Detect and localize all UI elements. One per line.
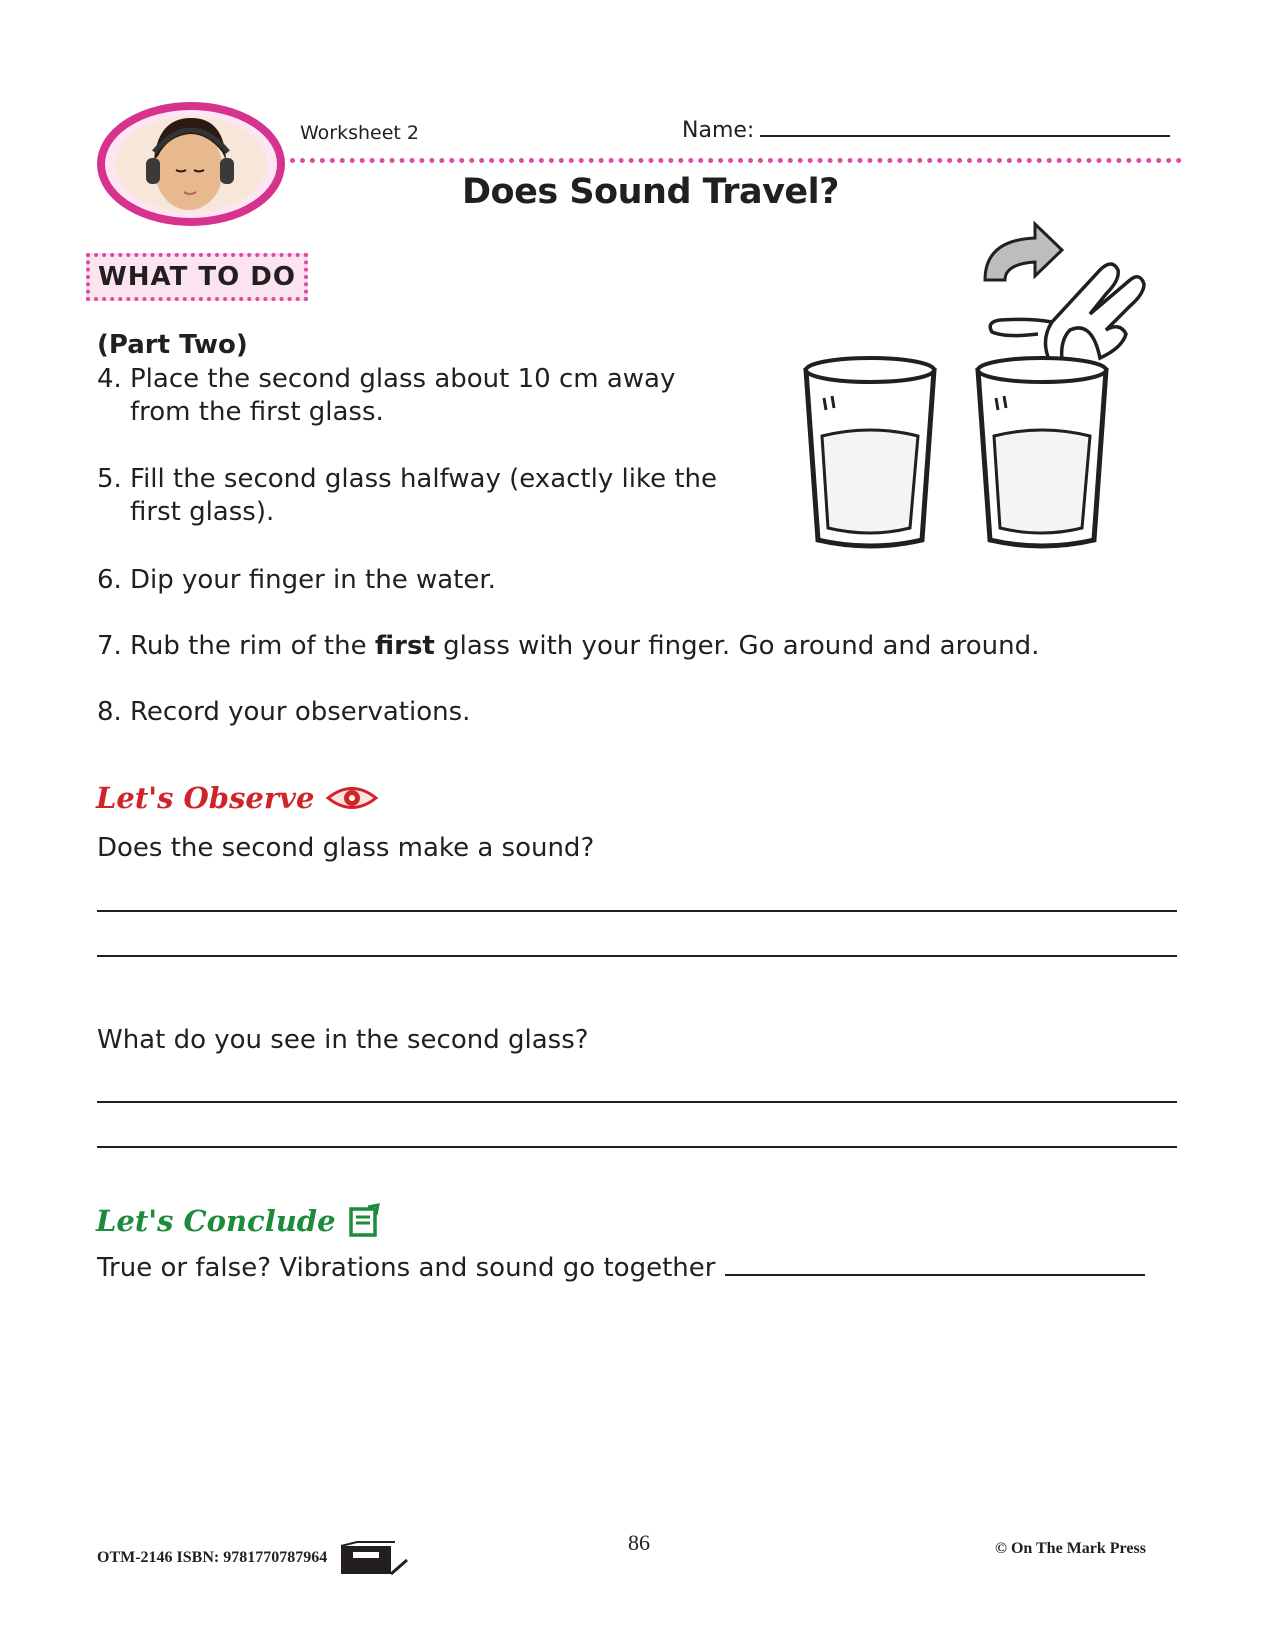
section-badge: WHAT TO DO xyxy=(86,253,308,301)
notepad-icon xyxy=(346,1203,382,1239)
eye-icon xyxy=(324,783,380,813)
part-label: (Part Two) xyxy=(97,330,248,360)
page-number: 86 xyxy=(628,1530,650,1555)
step-text-cont: from the first glass. xyxy=(130,397,384,427)
step-number: 5. xyxy=(97,464,122,494)
worksheet-label: Worksheet 2 xyxy=(300,122,420,144)
rotate-arrow-icon xyxy=(985,224,1062,280)
glasses-illustration xyxy=(800,210,1190,555)
name-blank-line[interactable] xyxy=(760,119,1170,137)
step-7 xyxy=(97,630,1039,663)
answer-line[interactable] xyxy=(97,1146,1177,1148)
footer-left xyxy=(97,1540,409,1576)
answer-line[interactable] xyxy=(97,955,1177,957)
true-false-question xyxy=(97,1250,1145,1283)
answer-blank-line[interactable] xyxy=(725,1250,1145,1276)
step-text: Place the second glass about 10 cm away xyxy=(130,364,676,394)
step-bold-word: first xyxy=(374,631,435,661)
observe-question-1: Does the second glass make a sound? xyxy=(97,833,595,863)
book-logo-icon xyxy=(339,1540,409,1576)
step-text-end: glass with your finger. Go around and around. xyxy=(434,631,1040,661)
step-5 xyxy=(97,463,717,529)
step-6 xyxy=(97,564,496,597)
step-text: Dip your finger in the water. xyxy=(130,565,496,595)
hand-icon xyxy=(990,264,1144,366)
header-photo xyxy=(96,100,286,228)
header-dotted-rule xyxy=(290,158,1182,163)
page-title: Does Sound Travel? xyxy=(462,172,839,212)
name-label: Name: xyxy=(682,118,755,143)
step-text: Fill the second glass halfway (exactly like the xyxy=(130,464,717,494)
footer-copyright: © On The Mark Press xyxy=(995,1540,1146,1557)
step-text: Record your observations. xyxy=(130,697,471,727)
name-field[interactable] xyxy=(682,118,1170,143)
footer-code: OTM-2146 ISBN: 9781770787964 xyxy=(97,1549,328,1566)
step-number: 6. xyxy=(97,565,122,595)
observe-heading-text: Let's Observe xyxy=(96,781,315,815)
step-number: 4. xyxy=(97,364,122,394)
step-8 xyxy=(97,696,470,729)
glass-1-icon xyxy=(806,358,934,546)
observe-question-2: What do you see in the second glass? xyxy=(97,1025,589,1055)
step-4 xyxy=(97,363,675,429)
step-number: 7. xyxy=(97,631,122,661)
observe-heading xyxy=(96,775,380,821)
glass-2-icon xyxy=(978,358,1106,546)
step-text: Rub the rim of the xyxy=(130,631,375,661)
conclude-heading-text: Let's Conclude xyxy=(96,1204,336,1238)
conclude-heading xyxy=(96,1198,382,1244)
conclude-statement: True or false? Vibrations and sound go together xyxy=(97,1253,716,1283)
step-text-cont: first glass). xyxy=(130,497,275,527)
answer-line[interactable] xyxy=(97,910,1177,912)
answer-line[interactable] xyxy=(97,1101,1177,1103)
step-number: 8. xyxy=(97,697,122,727)
